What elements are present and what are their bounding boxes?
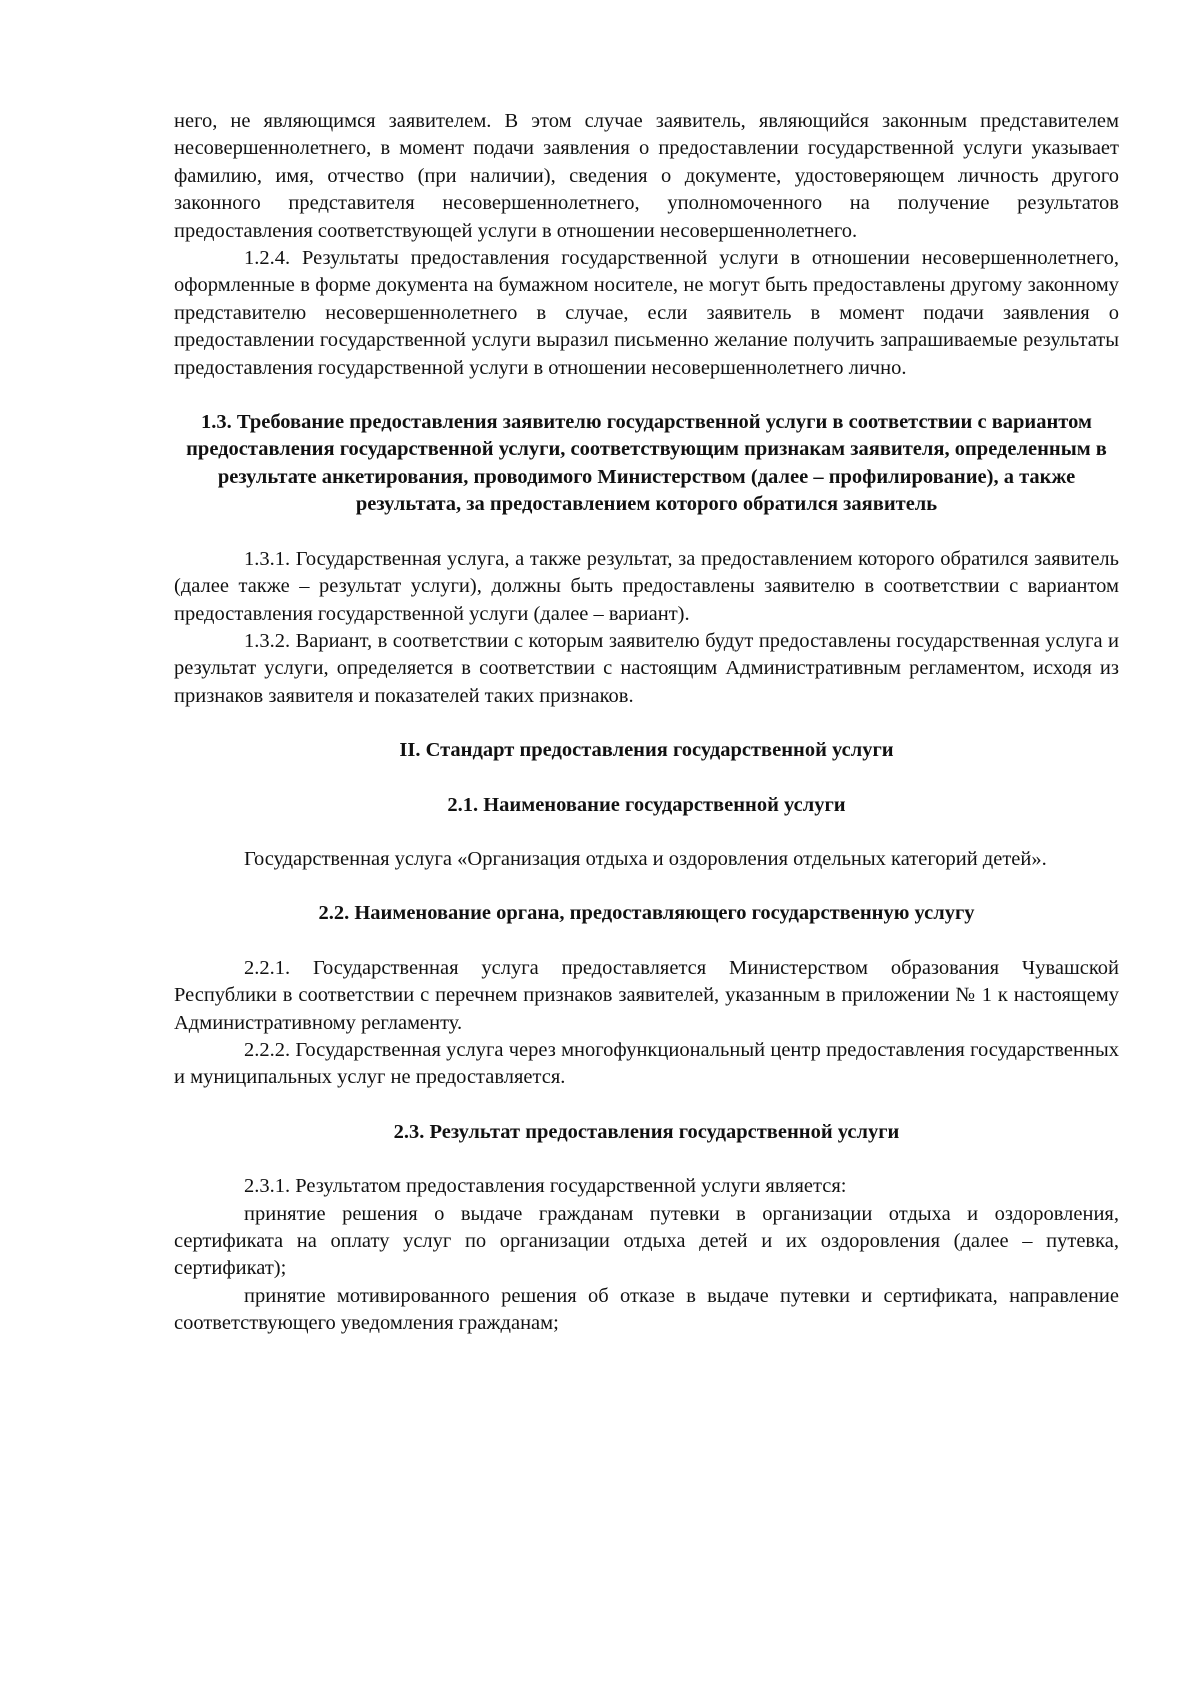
spacer: [174, 765, 1119, 792]
paragraph-continuation: него, не являющимся заявителем. В этом случае заявитель, являющийся законным представителем несовершеннолетнего, в момент подачи заявления о предоставлении государственной услуги указывает фамилию, имя, отчество (при наличии), сведения о документе, удостоверяющем личность другого законного представителя несовершеннолетнего, уполномоченного на получение результатов предоставления соответствующей услуги в отношении несовершеннолетнего.: [174, 110, 1119, 242]
paragraph-1-2-4: 1.2.4. Результаты предоставления государственной услуги в отношении несовершеннолетнего, оформленные в форме документа на бумажном носителе, не могут быть предоставлены другому законному представителю несовершеннолетнего в случае, если заявитель в момент подачи заявления о предоставлении государственной услуги выразил письменно желание получить запрашиваемые результаты предоставления государственной услуги в отношении несовершеннолетнего лично.: [174, 247, 1119, 379]
paragraph-2-3-1: 2.3.1. Результатом предоставления государственной услуги является:: [244, 1175, 847, 1198]
spacer: [174, 928, 1119, 955]
paragraph-1-3-2: 1.3.2. Вариант, в соответствии с которым заявителю будут предоставлены государственная услуга и результат услуги, определяется в соответствии с настоящим Административным регламентом, исходя из признаков заявителя и показателей таких признаков.: [174, 629, 1119, 707]
spacer: [174, 382, 1119, 409]
spacer: [174, 1092, 1119, 1119]
spacer: [174, 710, 1119, 737]
section-heading-2-2: 2.2. Наименование органа, предоставляющего государственную услугу: [318, 902, 975, 925]
document-page: [174, 108, 1119, 1338]
section-heading-2-3: 2.3. Результат предоставления государственной услуги: [393, 1120, 900, 1143]
section-heading-1-3: 1.3. Требование предоставления заявителю государственной услуги в соответствии с вариантом предоставления государственной услуги, соответствующим признакам заявителя, определенным в результате анкетирования, проводимого Министерством (далее – профилирование), а также результата, за предоставлением которого обратился заявитель: [186, 411, 1107, 516]
section-heading-2-1: 2.1. Наименование государственной услуги: [447, 793, 846, 816]
spacer: [174, 519, 1119, 546]
paragraph-result-item-1: принятие решения о выдаче гражданам путевки в организации отдыха и оздоровления, сертификата на оплату услуг по организации отдыха детей и их оздоровления (далее – путевка, сертификат);: [174, 1202, 1119, 1280]
paragraph-2-1: Государственная услуга «Организация отдыха и оздоровления отдельных категорий детей».: [244, 847, 1047, 870]
paragraph-2-2-1: 2.2.1. Государственная услуга предоставляется Министерством образования Чувашской Республики в соответствии с перечнем признаков заявителей, указанным в приложении № 1 к настоящему Административному регламенту.: [174, 956, 1119, 1034]
spacer: [174, 873, 1119, 900]
paragraph-1-3-1: 1.3.1. Государственная услуга, а также результат, за предоставлением которого обратился заявитель (далее также – результат услуги), должны быть предоставлены заявителю в соответствии с вариантом предоставления государственной услуги (далее – вариант).: [174, 547, 1119, 625]
paragraph-2-2-2: 2.2.2. Государственная услуга через многофункциональный центр предоставления государственных и муниципальных услуг не предоставляется.: [174, 1038, 1119, 1089]
spacer: [174, 819, 1119, 846]
chapter-heading-ii: II. Стандарт предоставления государственной услуги: [399, 739, 894, 762]
spacer: [174, 1146, 1119, 1173]
paragraph-result-item-2: принятие мотивированного решения об отказе в выдаче путевки и сертификата, направление соответствующего уведомления гражданам;: [174, 1284, 1119, 1335]
